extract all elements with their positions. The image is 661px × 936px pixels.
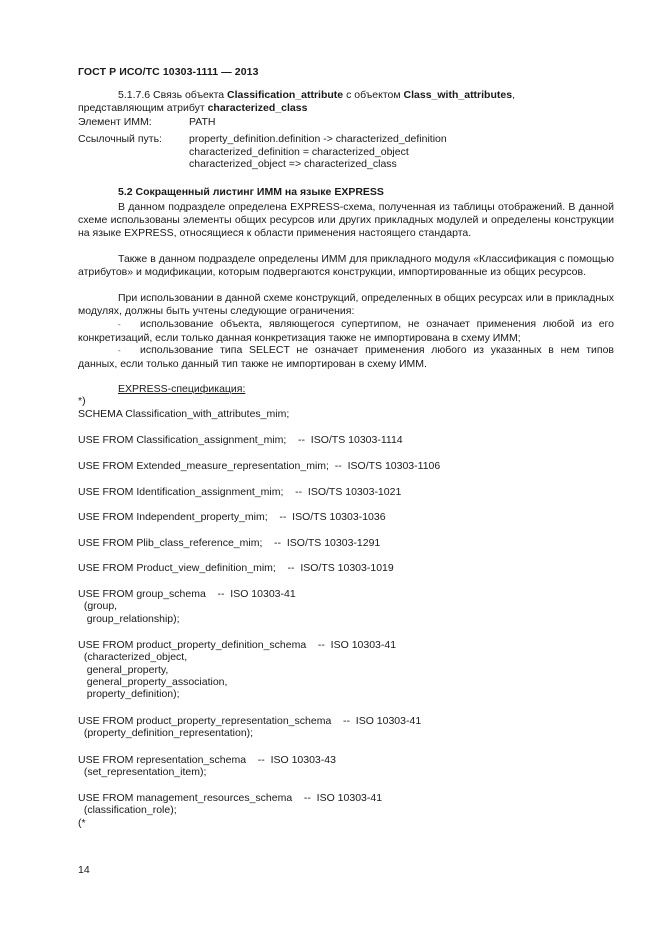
ref-path-line-2: characterized_definition = characterized_object bbox=[189, 145, 409, 158]
use-from-product-property-representation: USE FROM product_property_representation_schema -- ISO 10303-41 (property_definition_representation); bbox=[78, 715, 422, 740]
attribute-characterized-class: characterized_class bbox=[207, 101, 308, 114]
section-mid: с объектом bbox=[343, 89, 404, 101]
schema-declaration: SCHEMA Classification_with_attributes_mim; bbox=[78, 408, 290, 420]
ref-path-line-1: property_definition.definition -> characterized_definition bbox=[189, 133, 447, 145]
entity-class-with-attributes: Class_with_attributes bbox=[403, 89, 513, 101]
use-from-representation-schema: USE FROM representation_schema -- ISO 10303-43 (set_representation_item); bbox=[78, 754, 336, 779]
use-from-identification-assignment: USE FROM Identification_assignment_mim; -- ISO/TS 10303-1021 bbox=[78, 486, 402, 498]
bullet-marker: - bbox=[118, 320, 121, 329]
section-tail: , bbox=[512, 89, 515, 101]
restriction-item-2 bbox=[78, 344, 614, 371]
paragraph-3: При использовании в данной схеме конструкций, определенных в общих ресурсах или в прикладных модулях, должны быть учтены следующие ограничения: bbox=[78, 292, 614, 317]
use-from-classification-assignment: USE FROM Classification_assignment_mim; -- ISO/TS 10303-1114 bbox=[78, 434, 403, 446]
ref-path-label: Ссылочный путь: bbox=[78, 133, 162, 145]
section-5-1-7-6 bbox=[78, 89, 614, 115]
use-from-management-resources: USE FROM management_resources_schema -- ISO 10303-41 (classification_role); bbox=[78, 792, 383, 817]
use-from-product-view-definition: USE FROM Product_view_definition_mim; -- ISO/TS 10303-1019 bbox=[78, 562, 394, 574]
section-prefix: 5.1.7.6 Связь объекта bbox=[118, 89, 228, 101]
section-line2: представляющим атрибут bbox=[78, 101, 208, 114]
use-from-product-property-definition: USE FROM product_property_definition_schema -- ISO 10303-41 (characterized_object, general_property, general_property_association, property_definition); bbox=[78, 639, 397, 701]
use-from-group-schema: USE FROM group_schema -- ISO 10303-41 (group, group_relationship); bbox=[78, 588, 296, 625]
imm-element-value: PATH bbox=[189, 116, 216, 128]
restriction-item-1 bbox=[78, 318, 614, 345]
ref-path-line-3: characterized_object => characterized_class bbox=[189, 158, 397, 170]
entity-classification-attribute: Classification_attribute bbox=[227, 89, 344, 101]
page-number: 14 bbox=[78, 864, 90, 876]
use-from-extended-measure: USE FROM Extended_measure_representation_mim; -- ISO/TS 10303-1106 bbox=[78, 460, 441, 472]
express-open-comment: *) bbox=[78, 395, 86, 407]
restriction-text-2: использование типа SELECT не означает применения любого из указанных в нем типов данных, если только данный тип также не импортирован в схему ИММ. bbox=[78, 344, 614, 370]
express-spec-label: EXPRESS-спецификация: bbox=[118, 383, 246, 395]
paragraph-2: Также в данном подразделе определены ИММ для прикладного модуля «Классификация с помощью атрибутов» и модификации, которым подвергаются конструкции, импортированные из общих ресурсов. bbox=[78, 253, 614, 278]
bullet-marker: - bbox=[118, 346, 121, 355]
section-5-2-title: 5.2 Сокращенный листинг ИММ на языке EXPRESS bbox=[118, 186, 384, 198]
use-from-independent-property: USE FROM Independent_property_mim; -- ISO/TS 10303-1036 bbox=[78, 511, 386, 523]
document-header: ГОСТ Р ИСО/ТС 10303-1111 — 2013 bbox=[78, 66, 259, 78]
use-from-plib-class-reference: USE FROM Plib_class_reference_mim; -- ISO/TS 10303-1291 bbox=[78, 537, 381, 549]
imm-element-label: Элемент ИММ: bbox=[78, 116, 152, 128]
paragraph-1: В данном подразделе определена EXPRESS-схема, полученная из таблицы отображений. В данной схеме использованы элементы общих ресурсов или других прикладных модулей и определены конструкции на языке EXPRESS, относящиеся к области применения настоящего стандарта. bbox=[78, 201, 614, 239]
restriction-text-1: использование объекта, являющегося супертипом, не означает применения любой из его конкретизаций, если только данная конкретизация также не импортирована в схему ИММ; bbox=[78, 318, 614, 344]
express-close-comment: (* bbox=[78, 817, 86, 829]
